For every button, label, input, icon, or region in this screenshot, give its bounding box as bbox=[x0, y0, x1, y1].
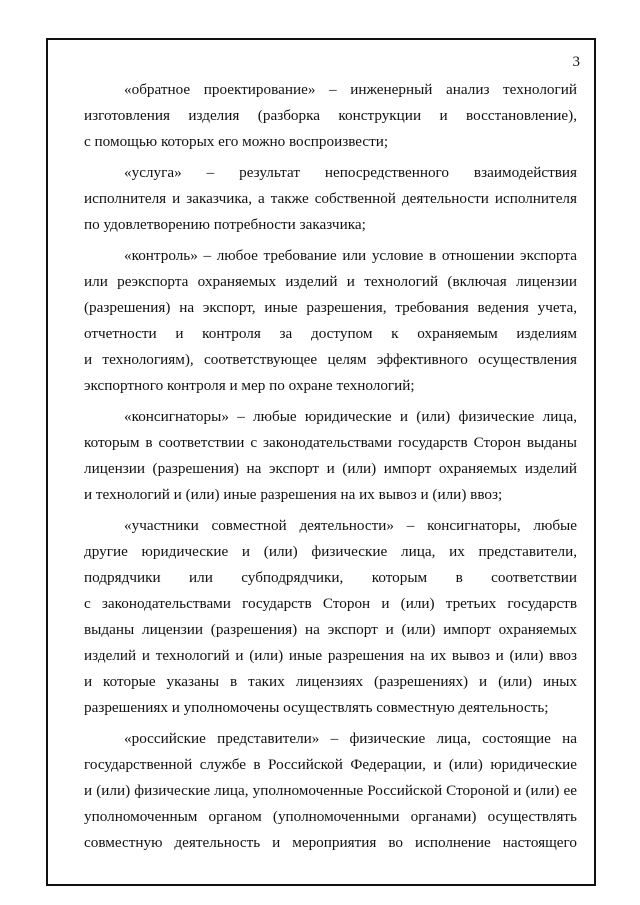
text-line: и (или) физические лица, уполномоченные Российской Стороной и (или) ее bbox=[84, 782, 577, 799]
definition-paragraph bbox=[84, 160, 577, 238]
text-line: по удовлетворению потребности заказчика; bbox=[84, 216, 366, 233]
text-line: «услуга» – результат непосредственного взаимодействия bbox=[124, 164, 577, 181]
page-frame bbox=[46, 38, 596, 886]
text-line: «российские представители» – физические лица, состоящие на bbox=[124, 730, 577, 747]
definition-paragraph bbox=[84, 513, 577, 721]
text-line: «обратное проектирование» – инженерный анализ технологий bbox=[124, 81, 577, 98]
text-line: разрешениях и уполномочены осуществлять совместную деятельность; bbox=[84, 699, 549, 716]
text-line: и которые указаны в таких лицензиях (разрешениях) и (или) иных bbox=[84, 673, 577, 690]
text-line: с помощью которых его можно воспроизвести; bbox=[84, 133, 389, 150]
text-line: выданы лицензии (разрешения) на экспорт и (или) импорт охраняемых bbox=[84, 621, 577, 638]
definition-paragraph bbox=[84, 726, 577, 856]
text-line: с законодательствами государств Сторон и (или) третьих государств bbox=[84, 595, 577, 612]
text-line: и технологий и (или) иные разрешения на их вывоз и (или) ввоз; bbox=[84, 486, 503, 503]
text-line: «контроль» – любое требование или условие в отношении экспорта bbox=[124, 247, 577, 264]
document-body bbox=[84, 77, 577, 861]
text-line: подрядчики или субподрядчики, которым в соответствии bbox=[84, 569, 577, 586]
page-number: 3 bbox=[572, 54, 580, 70]
text-line: (разрешения) на экспорт, иные разрешения, требования ведения учета, bbox=[84, 299, 577, 316]
text-line: государственной службе в Российской Федерации, и (или) юридические bbox=[84, 756, 577, 773]
text-line: экспортного контроля и мер по охране технологий; bbox=[84, 377, 415, 394]
text-line: которым в соответствии с законодательствами государств Сторон выданы bbox=[84, 434, 577, 451]
text-line: совместную деятельность и мероприятия во исполнение настоящего bbox=[84, 834, 577, 851]
definition-paragraph bbox=[84, 243, 577, 399]
text-line: «консигнаторы» – любые юридические и (или) физические лица, bbox=[124, 408, 577, 425]
text-line: исполнителя и заказчика, а также собственной деятельности исполнителя bbox=[84, 190, 577, 207]
text-line: изделий и технологий и (или) иные разрешения на их вывоз и (или) ввоз bbox=[84, 647, 577, 664]
text-line: и технологиям), соответствующее целям эффективного осуществления bbox=[84, 351, 577, 368]
text-line: другие юридические и (или) физические лица, их представители, bbox=[84, 543, 577, 560]
text-line: или реэкспорта охраняемых изделий и технологий (включая лицензии bbox=[84, 273, 577, 290]
text-line: «участники совместной деятельности» – консигнаторы, любые bbox=[124, 517, 577, 534]
text-line: уполномоченным органом (уполномоченными органами) осуществлять bbox=[84, 808, 577, 825]
text-line: лицензии (разрешения) на экспорт и (или) импорт охраняемых изделий bbox=[84, 460, 577, 477]
text-line: изготовления изделия (разборка конструкции и восстановление), bbox=[84, 107, 577, 124]
definition-paragraph bbox=[84, 404, 577, 508]
definition-paragraph bbox=[84, 77, 577, 155]
text-line: отчетности и контроля за доступом к охраняемым изделиям bbox=[84, 325, 577, 342]
